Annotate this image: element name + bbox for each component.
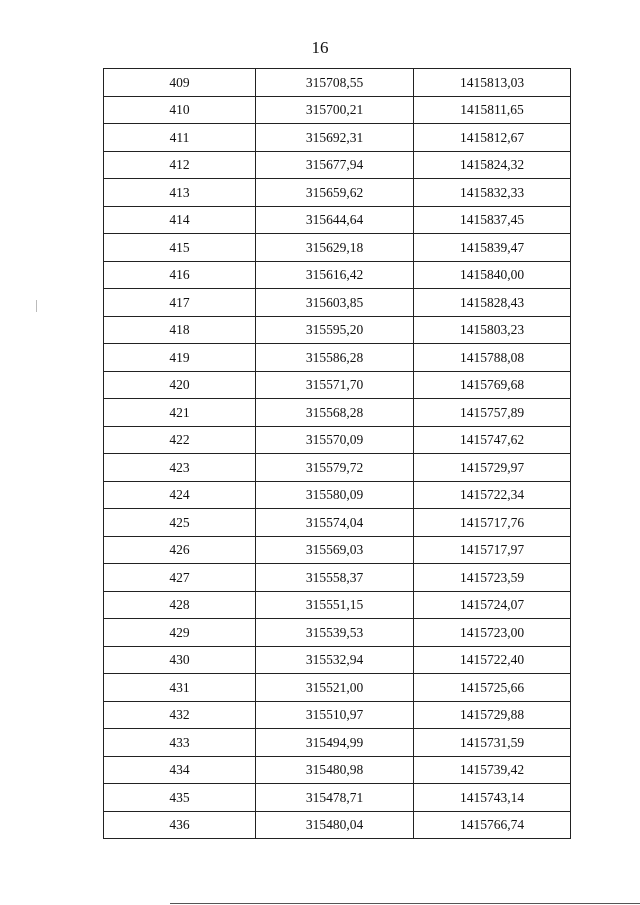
table-row — [104, 371, 571, 399]
y-coordinate-cell: 1415729,97 — [414, 454, 571, 482]
x-coordinate-cell: 315480,98 — [256, 756, 414, 784]
point-number-cell: 426 — [104, 536, 256, 564]
scan-bottom-edge — [170, 903, 640, 904]
x-coordinate-cell: 315574,04 — [256, 509, 414, 537]
point-number-cell: 433 — [104, 729, 256, 757]
x-coordinate-cell: 315494,99 — [256, 729, 414, 757]
point-number-cell: 417 — [104, 289, 256, 317]
table-row — [104, 124, 571, 152]
x-coordinate-cell: 315644,64 — [256, 206, 414, 234]
table-row — [104, 399, 571, 427]
table-row — [104, 69, 571, 97]
x-coordinate-cell: 315595,20 — [256, 316, 414, 344]
point-number-cell: 410 — [104, 96, 256, 124]
y-coordinate-cell: 1415722,40 — [414, 646, 571, 674]
x-coordinate-cell: 315677,94 — [256, 151, 414, 179]
table-row — [104, 784, 571, 812]
y-coordinate-cell: 1415824,32 — [414, 151, 571, 179]
point-number-cell: 432 — [104, 701, 256, 729]
x-coordinate-cell: 315539,53 — [256, 619, 414, 647]
point-number-cell: 422 — [104, 426, 256, 454]
x-coordinate-cell: 315659,62 — [256, 179, 414, 207]
point-number-cell: 421 — [104, 399, 256, 427]
table-row — [104, 564, 571, 592]
table-row — [104, 344, 571, 372]
y-coordinate-cell: 1415788,08 — [414, 344, 571, 372]
x-coordinate-cell: 315571,70 — [256, 371, 414, 399]
x-coordinate-cell: 315580,09 — [256, 481, 414, 509]
x-coordinate-cell: 315579,72 — [256, 454, 414, 482]
y-coordinate-cell: 1415757,89 — [414, 399, 571, 427]
x-coordinate-cell: 315603,85 — [256, 289, 414, 317]
point-number-cell: 413 — [104, 179, 256, 207]
point-number-cell: 431 — [104, 674, 256, 702]
table-row — [104, 426, 571, 454]
y-coordinate-cell: 1415769,68 — [414, 371, 571, 399]
page-number: 16 — [311, 38, 329, 57]
point-number-cell: 415 — [104, 234, 256, 262]
point-number-cell: 434 — [104, 756, 256, 784]
table-row — [104, 234, 571, 262]
point-number-cell: 425 — [104, 509, 256, 537]
table-row — [104, 206, 571, 234]
y-coordinate-cell: 1415717,76 — [414, 509, 571, 537]
y-coordinate-cell: 1415731,59 — [414, 729, 571, 757]
y-coordinate-cell: 1415725,66 — [414, 674, 571, 702]
point-number-cell: 424 — [104, 481, 256, 509]
table-row — [104, 509, 571, 537]
x-coordinate-cell: 315532,94 — [256, 646, 414, 674]
x-coordinate-cell: 315616,42 — [256, 261, 414, 289]
point-number-cell: 427 — [104, 564, 256, 592]
table-row — [104, 701, 571, 729]
table-row — [104, 261, 571, 289]
table-row — [104, 646, 571, 674]
table-row — [104, 316, 571, 344]
point-number-cell: 418 — [104, 316, 256, 344]
y-coordinate-cell: 1415747,62 — [414, 426, 571, 454]
y-coordinate-cell: 1415840,00 — [414, 261, 571, 289]
x-coordinate-cell: 315480,04 — [256, 811, 414, 839]
table-row — [104, 674, 571, 702]
y-coordinate-cell: 1415839,47 — [414, 234, 571, 262]
table-row — [104, 179, 571, 207]
table-row — [104, 96, 571, 124]
x-coordinate-cell: 315569,03 — [256, 536, 414, 564]
x-coordinate-cell: 315568,28 — [256, 399, 414, 427]
x-coordinate-cell: 315558,37 — [256, 564, 414, 592]
point-number-cell: 430 — [104, 646, 256, 674]
x-coordinate-cell: 315521,00 — [256, 674, 414, 702]
x-coordinate-cell: 315700,21 — [256, 96, 414, 124]
y-coordinate-cell: 1415832,33 — [414, 179, 571, 207]
table-row — [104, 289, 571, 317]
y-coordinate-cell: 1415811,65 — [414, 96, 571, 124]
y-coordinate-cell: 1415717,97 — [414, 536, 571, 564]
table-row — [104, 536, 571, 564]
y-coordinate-cell: 1415723,00 — [414, 619, 571, 647]
table-row — [104, 619, 571, 647]
y-coordinate-cell: 1415837,45 — [414, 206, 571, 234]
x-coordinate-cell: 315570,09 — [256, 426, 414, 454]
x-coordinate-cell: 315629,18 — [256, 234, 414, 262]
table-row — [104, 454, 571, 482]
point-number-cell: 414 — [104, 206, 256, 234]
table-row — [104, 151, 571, 179]
y-coordinate-cell: 1415729,88 — [414, 701, 571, 729]
x-coordinate-cell: 315510,97 — [256, 701, 414, 729]
x-coordinate-cell: 315708,55 — [256, 69, 414, 97]
y-coordinate-cell: 1415828,43 — [414, 289, 571, 317]
table-row — [104, 481, 571, 509]
table-row — [104, 591, 571, 619]
table-row — [104, 729, 571, 757]
point-number-cell: 435 — [104, 784, 256, 812]
y-coordinate-cell: 1415803,23 — [414, 316, 571, 344]
y-coordinate-cell: 1415766,74 — [414, 811, 571, 839]
x-coordinate-cell: 315692,31 — [256, 124, 414, 152]
point-number-cell: 423 — [104, 454, 256, 482]
point-number-cell: 420 — [104, 371, 256, 399]
y-coordinate-cell: 1415739,42 — [414, 756, 571, 784]
y-coordinate-cell: 1415723,59 — [414, 564, 571, 592]
y-coordinate-cell: 1415722,34 — [414, 481, 571, 509]
x-coordinate-cell: 315551,15 — [256, 591, 414, 619]
point-number-cell: 416 — [104, 261, 256, 289]
coordinates-table — [103, 68, 571, 839]
scan-artifact-mark — [36, 300, 37, 312]
coordinates-table-body — [104, 69, 571, 839]
point-number-cell: 409 — [104, 69, 256, 97]
point-number-cell: 428 — [104, 591, 256, 619]
x-coordinate-cell: 315478,71 — [256, 784, 414, 812]
point-number-cell: 436 — [104, 811, 256, 839]
table-row — [104, 756, 571, 784]
y-coordinate-cell: 1415813,03 — [414, 69, 571, 97]
x-coordinate-cell: 315586,28 — [256, 344, 414, 372]
point-number-cell: 429 — [104, 619, 256, 647]
table-row — [104, 811, 571, 839]
y-coordinate-cell: 1415812,67 — [414, 124, 571, 152]
y-coordinate-cell: 1415743,14 — [414, 784, 571, 812]
y-coordinate-cell: 1415724,07 — [414, 591, 571, 619]
point-number-cell: 412 — [104, 151, 256, 179]
point-number-cell: 411 — [104, 124, 256, 152]
point-number-cell: 419 — [104, 344, 256, 372]
